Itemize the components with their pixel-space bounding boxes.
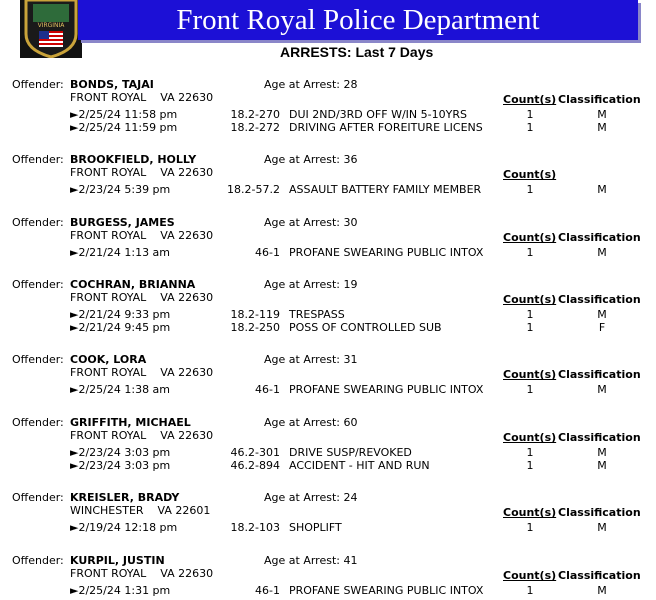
offender-city: FRONT ROYAL	[70, 567, 147, 580]
charge-code: 18.2-270	[230, 108, 280, 121]
charge-classification: M	[597, 121, 607, 134]
charge-classification: M	[597, 108, 607, 121]
age-label: Age at Arrest:	[264, 153, 344, 166]
offender-address	[70, 229, 213, 242]
charge-datetime: ►2/25/24 11:58 pm	[70, 108, 178, 121]
age-value: 19	[343, 278, 358, 291]
charge-row	[0, 321, 656, 334]
offender-state-zip: VA 22630	[160, 291, 214, 304]
charge-count: 1	[526, 308, 534, 321]
offender-city: WINCHESTER	[70, 504, 144, 517]
charge-count: 1	[526, 446, 534, 459]
charge-count: 1	[526, 246, 534, 259]
charge-description: PROFANE SWEARING PUBLIC INTOX	[289, 246, 484, 259]
charge-classification: M	[597, 308, 607, 321]
charge-row	[0, 584, 656, 597]
charge-row	[0, 121, 656, 134]
charge-classification: M	[597, 183, 607, 196]
charge-row	[0, 183, 656, 196]
charge-description: POSS OF CONTROLLED SUB	[289, 321, 442, 334]
charge-classification: M	[597, 246, 607, 259]
charge-classification: M	[597, 446, 607, 459]
charge-description: DRIVING AFTER FOREITURE LICENS	[289, 121, 483, 134]
age-label: Age at Arrest:	[264, 353, 344, 366]
charge-row	[0, 308, 656, 321]
offender-label: Offender:	[12, 78, 64, 91]
charge-code: 46.2-301	[230, 446, 280, 459]
classification-header: Classification	[558, 93, 641, 106]
charge-description: DRIVE SUSP/REVOKED	[289, 446, 412, 459]
police-badge-logo	[20, 0, 82, 58]
charge-row	[0, 446, 656, 459]
charge-datetime: ►2/23/24 3:03 pm	[70, 446, 171, 459]
charge-count: 1	[526, 321, 534, 334]
header-banner	[78, 0, 638, 40]
age-at-arrest	[264, 278, 357, 291]
offender-label: Offender:	[12, 278, 64, 291]
age-at-arrest	[264, 554, 357, 567]
count-header: Count(s)	[503, 293, 557, 306]
charge-count: 1	[526, 459, 534, 472]
count-header: Count(s)	[503, 168, 557, 181]
offender-address	[70, 91, 213, 104]
age-label: Age at Arrest:	[264, 491, 344, 504]
classification-header: Classification	[558, 368, 641, 381]
charge-datetime: ►2/23/24 5:39 pm	[70, 183, 171, 196]
age-at-arrest	[264, 491, 357, 504]
age-label: Age at Arrest:	[264, 554, 344, 567]
charge-datetime: ►2/21/24 1:13 am	[70, 246, 171, 259]
charge-code: 18.2-103	[230, 521, 280, 534]
charge-datetime: ►2/25/24 1:38 am	[70, 383, 171, 396]
charge-count: 1	[526, 121, 534, 134]
charge-code: 18.2-272	[230, 121, 280, 134]
charge-code: 46.2-894	[230, 459, 280, 472]
age-label: Age at Arrest:	[264, 416, 344, 429]
age-value: 31	[343, 353, 358, 366]
offender-city: FRONT ROYAL	[70, 166, 147, 179]
age-at-arrest	[264, 78, 357, 91]
report-subtitle: ARRESTS: Last 7 Days	[280, 44, 434, 60]
offender-state-zip: VA 22630	[160, 366, 214, 379]
charge-code: 46-1	[255, 246, 280, 259]
charge-count: 1	[526, 383, 534, 396]
offender-label: Offender:	[12, 153, 64, 166]
charge-row	[0, 383, 656, 396]
charge-code: 46-1	[255, 383, 280, 396]
offender-state-zip: VA 22630	[160, 91, 214, 104]
offender-address	[70, 567, 213, 580]
charge-datetime: ►2/21/24 9:33 pm	[70, 308, 171, 321]
charge-description: DUI 2ND/3RD OFF W/IN 5-10YRS	[289, 108, 467, 121]
charge-description: TRESPASS	[289, 308, 345, 321]
age-value: 41	[343, 554, 358, 567]
age-value: 24	[343, 491, 358, 504]
age-at-arrest	[264, 216, 357, 229]
charge-classification: M	[597, 459, 607, 472]
offender-state-zip: VA 22630	[160, 429, 214, 442]
charge-classification: M	[597, 383, 607, 396]
offender-name: GRIFFITH, MICHAEL	[70, 416, 191, 429]
charge-code: 18.2-57.2	[227, 183, 280, 196]
charge-code: 18.2-119	[230, 308, 280, 321]
charge-classification: F	[598, 321, 606, 334]
count-header: Count(s)	[503, 431, 557, 444]
charge-row	[0, 521, 656, 534]
charge-row	[0, 459, 656, 472]
charge-datetime: ►2/21/24 9:45 pm	[70, 321, 171, 334]
offender-address	[70, 429, 213, 442]
charge-description: PROFANE SWEARING PUBLIC INTOX	[289, 584, 484, 597]
charge-code: 18.2-250	[230, 321, 280, 334]
offender-label: Offender:	[12, 416, 64, 429]
offender-address	[70, 504, 210, 517]
age-value: 60	[343, 416, 358, 429]
offender-name: COCHRAN, BRIANNA	[70, 278, 196, 291]
charge-description: ASSAULT BATTERY FAMILY MEMBER	[289, 183, 482, 196]
offender-address	[70, 366, 213, 379]
offender-city: FRONT ROYAL	[70, 366, 147, 379]
age-at-arrest	[264, 416, 357, 429]
offender-city: FRONT ROYAL	[70, 91, 147, 104]
age-value: 28	[343, 78, 358, 91]
charge-description: ACCIDENT - HIT AND RUN	[289, 459, 430, 472]
offender-city: FRONT ROYAL	[70, 229, 147, 242]
age-label: Age at Arrest:	[264, 278, 344, 291]
age-at-arrest	[264, 353, 357, 366]
offender-label: Offender:	[12, 353, 64, 366]
age-label: Age at Arrest:	[264, 78, 344, 91]
charge-description: SHOPLIFT	[289, 521, 342, 534]
offender-label: Offender:	[12, 216, 64, 229]
offender-name: KURPIL, JUSTIN	[70, 554, 165, 567]
charge-datetime: ►2/19/24 12:18 pm	[70, 521, 178, 534]
count-header: Count(s)	[503, 93, 557, 106]
age-label: Age at Arrest:	[264, 216, 344, 229]
age-value: 30	[343, 216, 358, 229]
age-value: 36	[343, 153, 358, 166]
offender-city: FRONT ROYAL	[70, 291, 147, 304]
offender-state-zip: VA 22601	[157, 504, 211, 517]
count-header: Count(s)	[503, 506, 557, 519]
offender-name: BROOKFIELD, HOLLY	[70, 153, 197, 166]
offender-name: COOK, LORA	[70, 353, 147, 366]
count-header: Count(s)	[503, 368, 557, 381]
charge-description: PROFANE SWEARING PUBLIC INTOX	[289, 383, 484, 396]
charge-code: 46-1	[255, 584, 280, 597]
offender-name: BONDS, TAJAI	[70, 78, 154, 91]
classification-header: Classification	[558, 431, 641, 444]
count-header: Count(s)	[503, 569, 557, 582]
offender-state-zip: VA 22630	[160, 166, 214, 179]
charge-count: 1	[526, 108, 534, 121]
classification-header: Classification	[558, 569, 641, 582]
charge-count: 1	[526, 521, 534, 534]
classification-header: Classification	[558, 293, 641, 306]
offender-city: FRONT ROYAL	[70, 429, 147, 442]
charge-datetime: ►2/25/24 11:59 pm	[70, 121, 178, 134]
charge-count: 1	[526, 183, 534, 196]
offender-address	[70, 166, 213, 179]
charge-classification: M	[597, 584, 607, 597]
charge-datetime: ►2/25/24 1:31 pm	[70, 584, 171, 597]
offender-label: Offender:	[12, 554, 64, 567]
classification-header: Classification	[558, 506, 641, 519]
offender-state-zip: VA 22630	[160, 229, 214, 242]
age-at-arrest	[264, 153, 357, 166]
offender-state-zip: VA 22630	[160, 567, 214, 580]
offender-name: KREISLER, BRADY	[70, 491, 180, 504]
offender-name: BURGESS, JAMES	[70, 216, 175, 229]
charge-classification: M	[597, 521, 607, 534]
offender-address	[70, 291, 213, 304]
charge-count: 1	[526, 584, 534, 597]
badge-text: VIRGINIA	[37, 22, 65, 29]
page-title: Front Royal Police Department	[176, 4, 540, 36]
charge-row	[0, 108, 656, 121]
charge-row	[0, 246, 656, 259]
offender-label: Offender:	[12, 491, 64, 504]
charge-datetime: ►2/23/24 3:03 pm	[70, 459, 171, 472]
count-header: Count(s)	[503, 231, 557, 244]
classification-header: Classification	[558, 231, 641, 244]
